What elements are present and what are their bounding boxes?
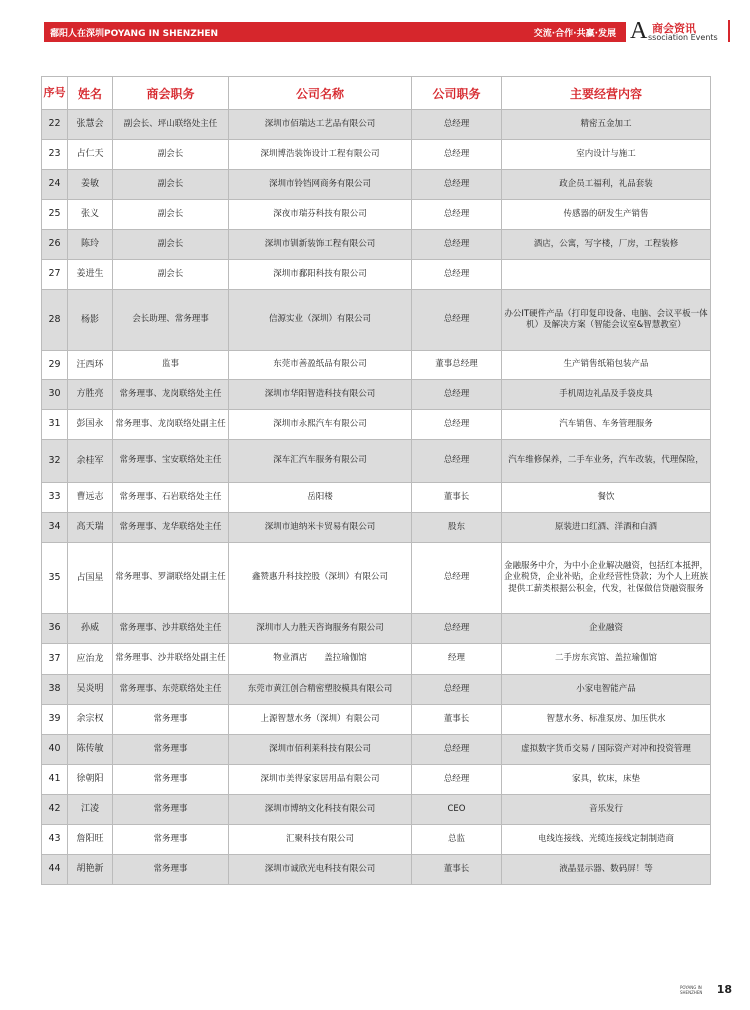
cell-business: 金融服务中介，为中小企业解决融资，包括红本抵押，企业税贷，企业补贴，企业经营性贷款；为个人上班族提供工薪类根据公积金，代发，社保做信贷融资服务 xyxy=(502,543,711,614)
footer-mark xyxy=(680,985,702,995)
footer-mark-line1: POYANG IN xyxy=(680,985,702,990)
cell-no: 44 xyxy=(42,855,68,885)
cell-name: 陈传敏 xyxy=(68,735,113,765)
cell-company: 深圳市鄱阳科技有限公司 xyxy=(229,260,412,290)
cell-no: 32 xyxy=(42,440,68,483)
table-row xyxy=(42,644,711,675)
cell-no: 39 xyxy=(42,705,68,735)
cell-name: 詹阳旺 xyxy=(68,825,113,855)
cell-business: 办公IT硬件产品（打印复印设备、电脑、会议平板一体机）及解决方案（智能会议室&智慧教室） xyxy=(502,290,711,351)
cell-no: 43 xyxy=(42,825,68,855)
cell-name: 姜进生 xyxy=(68,260,113,290)
cell-business xyxy=(502,260,711,290)
table-row xyxy=(42,765,711,795)
cell-company-role: 董事长 xyxy=(412,705,502,735)
section-subtitle: ssociation Events xyxy=(648,33,718,42)
cell-name: 彭国永 xyxy=(68,410,113,440)
cell-company-role: 总经理 xyxy=(412,410,502,440)
cell-business: 原装进口红酒、洋酒和白酒 xyxy=(502,513,711,543)
cell-chamber-role: 常务理事 xyxy=(113,735,229,765)
cell-chamber-role: 副会长、坪山联络处主任 xyxy=(113,110,229,140)
cell-business: 电线连接线、光缆连接线定制制造商 xyxy=(502,825,711,855)
table-row xyxy=(42,351,711,380)
table-row xyxy=(42,825,711,855)
cell-company-role: 董事总经理 xyxy=(412,351,502,380)
cell-company: 岳阳楼 xyxy=(229,483,412,513)
cell-company: 鑫赞惠升科技控股（深圳）有限公司 xyxy=(229,543,412,614)
cell-business: 二手房东宾馆、盖拉瑜伽馆 xyxy=(502,644,711,675)
member-table xyxy=(41,76,711,885)
cell-company: 深车汇汽车服务有限公司 xyxy=(229,440,412,483)
cell-no: 38 xyxy=(42,675,68,705)
header-company-role: 公司职务 xyxy=(412,77,502,110)
cell-company: 上源智慧水务（深圳）有限公司 xyxy=(229,705,412,735)
cell-business: 室内设计与施工 xyxy=(502,140,711,170)
cell-company-role: 总经理 xyxy=(412,170,502,200)
cell-name: 陈玲 xyxy=(68,230,113,260)
cell-no: 37 xyxy=(42,644,68,675)
table-header-row xyxy=(42,77,711,110)
cell-chamber-role: 常务理事、龙岗联络处主任 xyxy=(113,380,229,410)
cell-chamber-role: 常务理事、东莞联络处主任 xyxy=(113,675,229,705)
table-row xyxy=(42,410,711,440)
cell-name: 方胜亮 xyxy=(68,380,113,410)
cell-chamber-role: 常务理事 xyxy=(113,855,229,885)
cell-chamber-role: 监事 xyxy=(113,351,229,380)
cell-chamber-role: 常务理事 xyxy=(113,765,229,795)
cell-chamber-role: 常务理事 xyxy=(113,825,229,855)
cell-company: 深圳市美得家家居用品有限公司 xyxy=(229,765,412,795)
cell-company-role: 总经理 xyxy=(412,110,502,140)
header-business: 主要经营内容 xyxy=(502,77,711,110)
table-row xyxy=(42,170,711,200)
cell-name: 汪西环 xyxy=(68,351,113,380)
cell-chamber-role: 常务理事、沙井联络处副主任 xyxy=(113,644,229,675)
cell-company: 深圳市诚欣光电科技有限公司 xyxy=(229,855,412,885)
cell-name: 曹远志 xyxy=(68,483,113,513)
cell-chamber-role: 副会长 xyxy=(113,170,229,200)
table-row xyxy=(42,855,711,885)
cell-name: 余桂军 xyxy=(68,440,113,483)
cell-company-role: 总经理 xyxy=(412,140,502,170)
cell-company-role: 董事长 xyxy=(412,483,502,513)
page-header xyxy=(44,18,732,44)
cell-business: 汽车维修保养，二手车业务，汽车改装，代理保险， xyxy=(502,440,711,483)
cell-company-role: 总经理 xyxy=(412,614,502,644)
cell-business: 虚拟数字货币交易 / 国际资产对冲和投资管理 xyxy=(502,735,711,765)
cell-no: 36 xyxy=(42,614,68,644)
cell-name: 张义 xyxy=(68,200,113,230)
cell-business: 液晶显示器、数码屏！等 xyxy=(502,855,711,885)
table-row xyxy=(42,735,711,765)
cell-no: 33 xyxy=(42,483,68,513)
cell-business: 传感器的研发生产销售 xyxy=(502,200,711,230)
cell-name: 徐朝阳 xyxy=(68,765,113,795)
cell-company-role: 总经理 xyxy=(412,543,502,614)
cell-company-role: 总经理 xyxy=(412,440,502,483)
footer-mark-line2: SHENZHEN xyxy=(680,990,703,995)
cell-chamber-role: 常务理事、龙华联络处主任 xyxy=(113,513,229,543)
table-row xyxy=(42,380,711,410)
cell-business: 小家电智能产品 xyxy=(502,675,711,705)
cell-no: 34 xyxy=(42,513,68,543)
cell-chamber-role: 副会长 xyxy=(113,260,229,290)
cell-business: 智慧水务、标准泵房、加压供水 xyxy=(502,705,711,735)
cell-company: 深圳市华阳智造科技有限公司 xyxy=(229,380,412,410)
cell-business: 生产销售纸箱包装产品 xyxy=(502,351,711,380)
cell-company: 物业酒店 盖拉瑜伽馆 xyxy=(229,644,412,675)
cell-name: 张慧会 xyxy=(68,110,113,140)
cell-no: 31 xyxy=(42,410,68,440)
cell-chamber-role: 常务理事、沙井联络处主任 xyxy=(113,614,229,644)
cell-company: 深圳市博纳文化科技有限公司 xyxy=(229,795,412,825)
cell-business: 音乐发行 xyxy=(502,795,711,825)
cell-name: 吴炎明 xyxy=(68,675,113,705)
cell-company: 深圳市迪纳米卡贸易有限公司 xyxy=(229,513,412,543)
cell-company-role: 经理 xyxy=(412,644,502,675)
table-row xyxy=(42,260,711,290)
cell-company-role: 董事长 xyxy=(412,855,502,885)
cell-no: 40 xyxy=(42,735,68,765)
cell-company-role: 总经理 xyxy=(412,765,502,795)
cell-chamber-role: 常务理事、罗湖联络处副主任 xyxy=(113,543,229,614)
cell-company: 深夜市瑞芬科技有限公司 xyxy=(229,200,412,230)
cell-company: 深圳市铃铛网商务有限公司 xyxy=(229,170,412,200)
table-row xyxy=(42,200,711,230)
cell-no: 23 xyxy=(42,140,68,170)
header-slogan: 交流·合作·共赢·发展 xyxy=(533,29,616,39)
cell-no: 25 xyxy=(42,200,68,230)
cell-no: 42 xyxy=(42,795,68,825)
cell-no: 28 xyxy=(42,290,68,351)
table-row xyxy=(42,705,711,735)
cell-name: 余宗权 xyxy=(68,705,113,735)
cell-no: 41 xyxy=(42,765,68,795)
page-footer xyxy=(680,984,732,998)
cell-chamber-role: 常务理事 xyxy=(113,795,229,825)
cell-company-role: 总经理 xyxy=(412,260,502,290)
cell-company: 深圳市佰瑞达工艺品有限公司 xyxy=(229,110,412,140)
header-name: 姓名 xyxy=(68,77,113,110)
cell-company-role: 总经理 xyxy=(412,290,502,351)
cell-name: 杨影 xyxy=(68,290,113,351)
cell-business: 家具，软床，床垫 xyxy=(502,765,711,795)
table-row xyxy=(42,795,711,825)
header-no: 序号 xyxy=(42,77,68,110)
cell-chamber-role: 常务理事、宝安联络处主任 xyxy=(113,440,229,483)
cell-name: 姜敏 xyxy=(68,170,113,200)
cell-no: 35 xyxy=(42,543,68,614)
cell-business: 政企员工福利，礼品套装 xyxy=(502,170,711,200)
table-row xyxy=(42,440,711,483)
cell-company-role: 股东 xyxy=(412,513,502,543)
cell-no: 29 xyxy=(42,351,68,380)
cell-no: 26 xyxy=(42,230,68,260)
cell-name: 占国星 xyxy=(68,543,113,614)
cell-business: 汽车销售、车务管理服务 xyxy=(502,410,711,440)
table-row xyxy=(42,290,711,351)
table-row xyxy=(42,230,711,260)
section-brand xyxy=(630,20,734,44)
cell-business: 精密五金加工 xyxy=(502,110,711,140)
cell-company: 汇聚科技有限公司 xyxy=(229,825,412,855)
header-bar xyxy=(44,22,626,42)
brand-divider xyxy=(728,20,730,42)
cell-company-role: 总经理 xyxy=(412,380,502,410)
cell-chamber-role: 会长助理、常务理事 xyxy=(113,290,229,351)
table-row xyxy=(42,483,711,513)
cell-chamber-role: 副会长 xyxy=(113,140,229,170)
page-number: 18 xyxy=(716,983,732,996)
cell-company: 深圳博浩装饰设计工程有限公司 xyxy=(229,140,412,170)
cell-no: 27 xyxy=(42,260,68,290)
cell-name: 胡艳新 xyxy=(68,855,113,885)
table-row xyxy=(42,513,711,543)
magazine-title: 鄱阳人在深圳POYANG IN SHENZHEN xyxy=(50,29,219,39)
table-body xyxy=(42,110,711,885)
cell-company-role: 总监 xyxy=(412,825,502,855)
cell-name: 江凌 xyxy=(68,795,113,825)
cell-chamber-role: 副会长 xyxy=(113,230,229,260)
table-row xyxy=(42,110,711,140)
cell-chamber-role: 常务理事、石岩联络处主任 xyxy=(113,483,229,513)
cell-no: 30 xyxy=(42,380,68,410)
cell-company: 东莞市善盈纸品有限公司 xyxy=(229,351,412,380)
table-row xyxy=(42,543,711,614)
section-title: 商会资讯 xyxy=(652,22,696,35)
header-company: 公司名称 xyxy=(229,77,412,110)
cell-company-role: 总经理 xyxy=(412,200,502,230)
cell-business: 酒店，公寓，写字楼，厂房，工程装修 xyxy=(502,230,711,260)
cell-no: 22 xyxy=(42,110,68,140)
cell-no: 24 xyxy=(42,170,68,200)
cell-company: 东莞市黄江创合精密塑胶模具有限公司 xyxy=(229,675,412,705)
cell-company-role: 总经理 xyxy=(412,675,502,705)
cell-name: 孙威 xyxy=(68,614,113,644)
cell-business: 餐饮 xyxy=(502,483,711,513)
cell-company: 深圳市永熙汽车有限公司 xyxy=(229,410,412,440)
cell-business: 手机周边礼品及手袋皮具 xyxy=(502,380,711,410)
cell-chamber-role: 常务理事 xyxy=(113,705,229,735)
brand-letter: A xyxy=(630,18,648,44)
cell-business: 企业融资 xyxy=(502,614,711,644)
cell-name: 高天瑞 xyxy=(68,513,113,543)
header-chamber-role: 商会职务 xyxy=(113,77,229,110)
cell-company-role: 总经理 xyxy=(412,735,502,765)
table-row xyxy=(42,675,711,705)
cell-company: 深圳市钏新装饰工程有限公司 xyxy=(229,230,412,260)
cell-company: 信源实业（深圳）有限公司 xyxy=(229,290,412,351)
cell-name: 占仁天 xyxy=(68,140,113,170)
cell-chamber-role: 副会长 xyxy=(113,200,229,230)
cell-company-role: CEO xyxy=(412,795,502,825)
table-row xyxy=(42,614,711,644)
cell-company: 深圳市佰利莱科技有限公司 xyxy=(229,735,412,765)
cell-chamber-role: 常务理事、龙岗联络处副主任 xyxy=(113,410,229,440)
cell-company-role: 总经理 xyxy=(412,230,502,260)
table-row xyxy=(42,140,711,170)
cell-name: 应治龙 xyxy=(68,644,113,675)
cell-company: 深圳市人力胜天咨询服务有限公司 xyxy=(229,614,412,644)
